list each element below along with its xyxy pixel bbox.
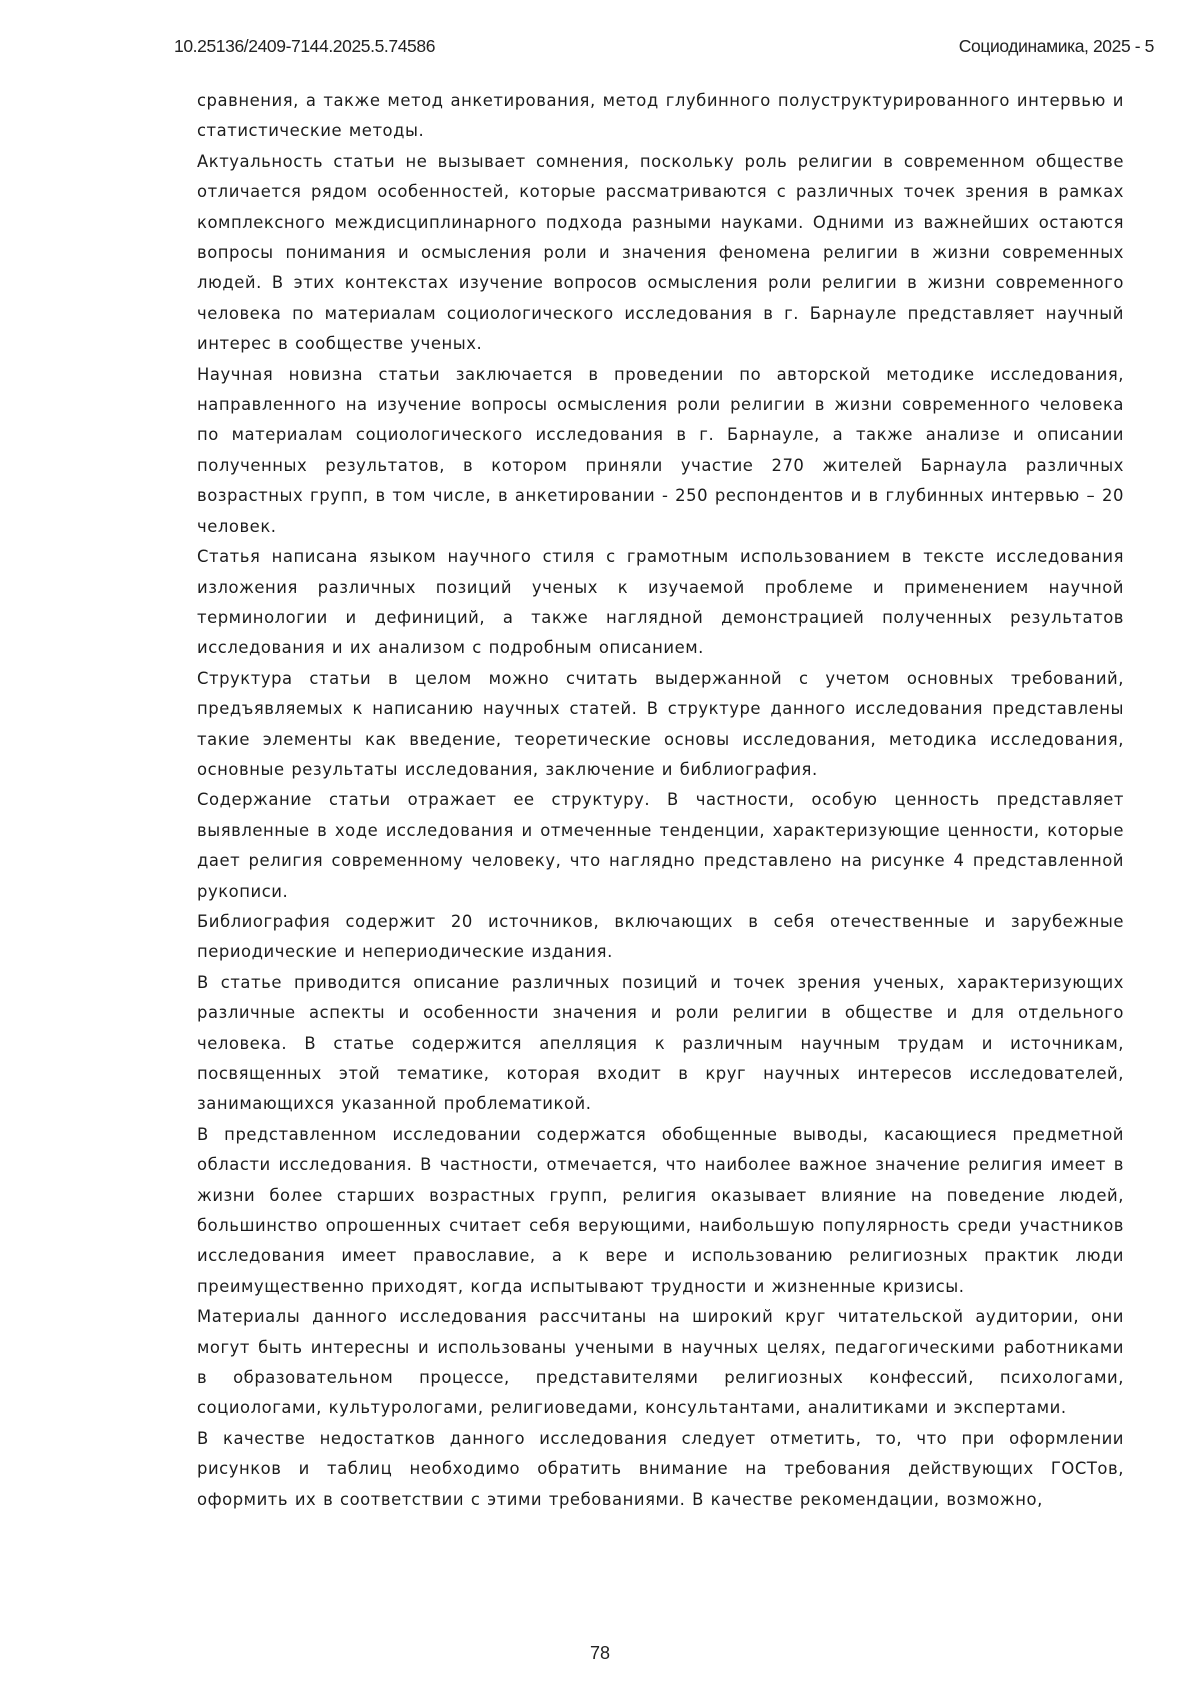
- page-number: 78: [0, 1643, 1200, 1664]
- doi-label: 10.25136/2409-7144.2025.5.74586: [174, 36, 435, 57]
- paragraph-methods: сравнения, а также метод анкетирования, метод глубинного полуструктурированного интервью и статистические методы.: [197, 86, 1124, 147]
- paragraph-novelty: Научная новизна статьи заключается в проведении по авторской методике исследования, направленного на изучение вопросы осмысления роли религии в жизни современного человека по материалам социологического исследования в г. Барнауле, а также анализе и описании полученных результатов, в котором приняли участие 270 жителей Барнаула различных возрастных групп, в том числе, в анкетировании - 250 респондентов и в глубинных интервью – 20 человек.: [197, 360, 1124, 542]
- paragraph-positions: В статье приводится описание различных позиций и точек зрения ученых, характеризующих различные аспекты и особенности значения и роли религии в обществе и для отдельного человека. В статье содержится апелляция к различным научным трудам и источникам, посвященных этой тематике, которая входит в круг научных интересов исследователей, занимающихся указанной проблематикой.: [197, 968, 1124, 1120]
- paragraph-relevance: Актуальность статьи не вызывает сомнения, поскольку роль религии в современном обществе отличается рядом особенностей, которые рассматриваются с различных точек зрения в рамках комплексного междисциплинарного подхода разными науками. Одними из важнейших остаются вопросы понимания и осмысления роли и значения феномена религии в жизни современных людей. В этих контекстах изучение вопросов осмысления роли религии в жизни современного человека по материалам социологического исследования в г. Барнауле представляет научный интерес в сообществе ученых.: [197, 147, 1124, 360]
- paragraph-content: Содержание статьи отражает ее структуру. В частности, особую ценность представляет выявленные в ходе исследования и отмеченные тенденции, характеризующие ценности, которые дает религия современному человеку, что наглядно представлено на рисунке 4 представленной рукописи.: [197, 785, 1124, 907]
- page-header: [174, 36, 1154, 60]
- paragraph-audience: Материалы данного исследования рассчитаны на широкий круг читательской аудитории, они могут быть интересны и использованы учеными в научных целях, педагогическими работниками в образовательном процессе, представителями религиозных конфессий, психологами, социологами, культурологами, религиоведами, консультантами, аналитиками и экспертами.: [197, 1302, 1124, 1424]
- paragraph-structure: Структура статьи в целом можно считать выдержанной с учетом основных требований, предъявляемых к написанию научных статей. В структуре данного исследования представлены такие элементы как введение, теоретические основы исследования, методика исследования, основные результаты исследования, заключение и библиография.: [197, 664, 1124, 786]
- article-body: [197, 86, 1124, 1515]
- paragraph-conclusions: В представленном исследовании содержатся обобщенные выводы, касающиеся предметной области исследования. В частности, отмечается, что наиболее важное значение религия имеет в жизни более старших возрастных групп, религия оказывает влияние на поведение людей, большинство опрошенных считает себя верующими, наибольшую популярность среди участников исследования имеет православие, а к вере и использованию религиозных практик люди преимущественно приходят, когда испытывают трудности и жизненные кризисы.: [197, 1120, 1124, 1302]
- journal-title: Социодинамика, 2025 - 5: [959, 36, 1154, 57]
- paragraph-bibliography: Библиография содержит 20 источников, включающих в себя отечественные и зарубежные периодические и непериодические издания.: [197, 907, 1124, 968]
- paragraph-shortcomings: В качестве недостатков данного исследования следует отметить, то, что при оформлении рисунков и таблиц необходимо обратить внимание на требования действующих ГОСТов, оформить их в соответствии с этими требованиями. В качестве рекомендации, возможно,: [197, 1424, 1124, 1515]
- paragraph-style: Статья написана языком научного стиля с грамотным использованием в тексте исследования изложения различных позиций ученых к изучаемой проблеме и применением научной терминологии и дефиниций, а также наглядной демонстрацией полученных результатов исследования и их анализом с подробным описанием.: [197, 542, 1124, 664]
